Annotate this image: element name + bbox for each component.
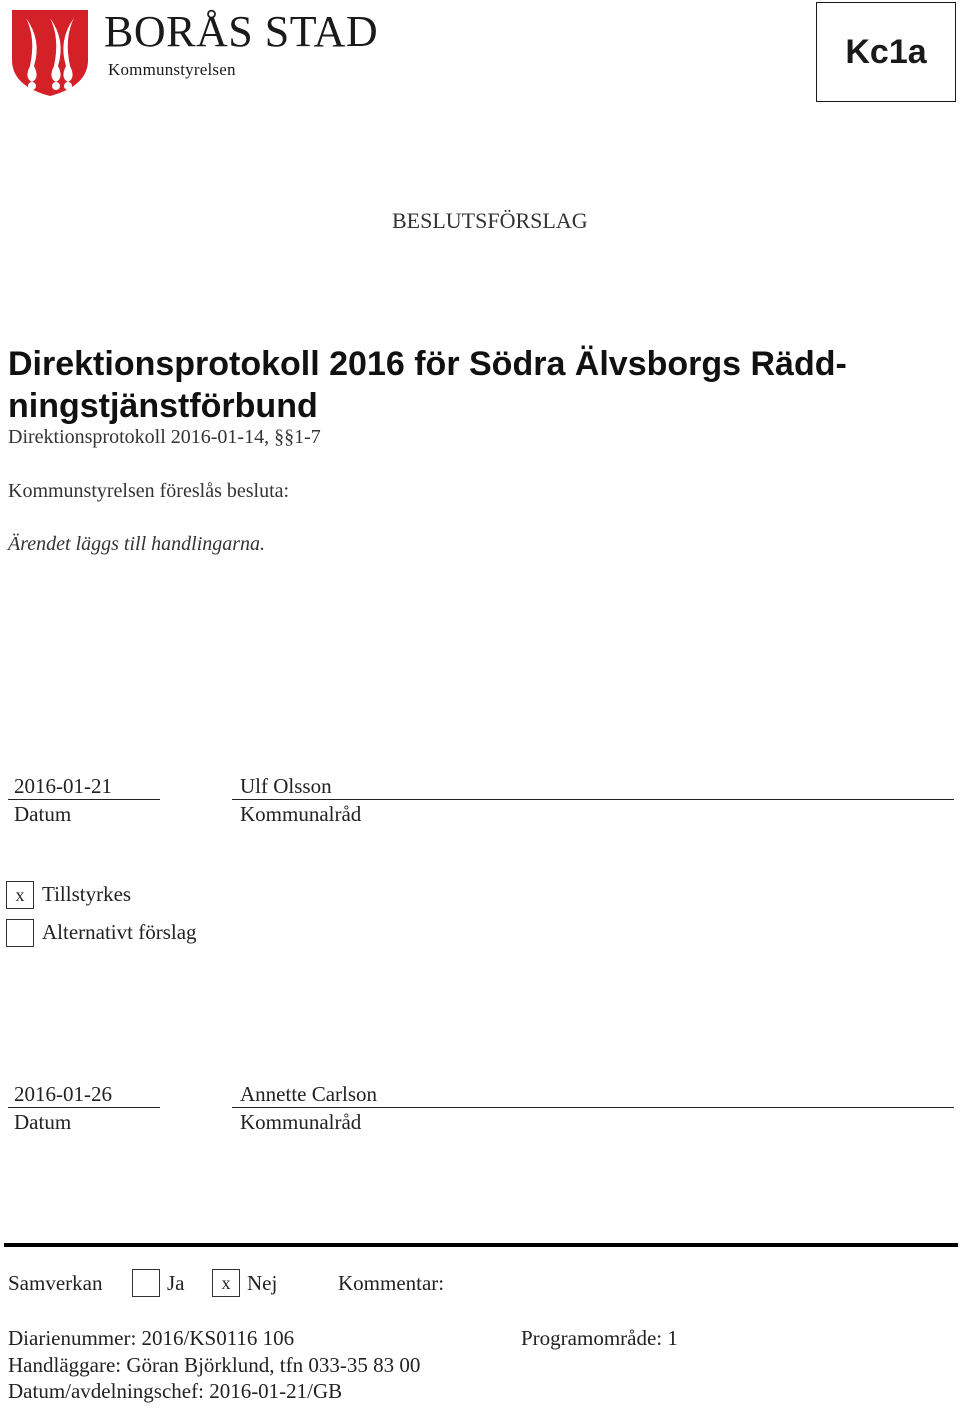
- title-line-2: ningstjänstförbund: [8, 387, 318, 425]
- option-alternativt-checkbox[interactable]: [6, 919, 34, 947]
- signature1-date: 2016-01-21: [14, 774, 112, 798]
- signature2-name: Annette Carlson: [240, 1082, 378, 1106]
- signature2-date-caption: Datum: [14, 1110, 72, 1134]
- document-type: BESLUTSFÖRSLAG: [392, 208, 588, 233]
- signature1-date-caption: Datum: [14, 802, 72, 826]
- signature1-role: Kommunalråd: [240, 802, 362, 826]
- diarienummer: Diarienummer: 2016/KS0116 106: [8, 1326, 295, 1350]
- samverkan-ja-checkbox[interactable]: [132, 1269, 160, 1297]
- signature2-name-line: [232, 1107, 954, 1108]
- option-tillstyrkes-label: Tillstyrkes: [42, 882, 132, 906]
- signature2-role: Kommunalråd: [240, 1110, 362, 1134]
- signature1-date-line: [8, 799, 160, 800]
- handlaggare: Handläggare: Göran Björklund, tfn 033-35 83 00: [8, 1353, 421, 1377]
- option-tillstyrkes-checkbox[interactable]: x: [6, 881, 34, 909]
- org-name: BORÅS STAD: [104, 7, 379, 56]
- protocol-reference: Direktionsprotokoll 2016-01-14, §§1-7: [8, 426, 321, 448]
- programomrade: Programområde: 1: [521, 1326, 678, 1350]
- datum-avdelningschef: Datum/avdelningschef: 2016-01-21/GB: [8, 1379, 343, 1403]
- title-line-1: Direktionsprotokoll 2016 för Södra Älvsborgs Rädd-: [8, 345, 847, 383]
- document-title: [8, 343, 928, 427]
- city-coat-of-arms-icon: [10, 8, 90, 98]
- signature1-name: Ulf Olsson: [240, 774, 332, 798]
- proposal-intro: Kommunstyrelsen föreslås besluta:: [8, 480, 290, 502]
- samverkan-nej-label: Nej: [247, 1271, 278, 1295]
- org-subtitle: Kommunstyrelsen: [108, 60, 236, 79]
- option-alternativt-label: Alternativt förslag: [42, 920, 197, 944]
- section-divider: [4, 1243, 958, 1247]
- signature2-date: 2016-01-26: [14, 1082, 112, 1106]
- signature2-date-line: [8, 1107, 160, 1108]
- samverkan-nej-checkbox[interactable]: x: [212, 1269, 240, 1297]
- samverkan-ja-label: Ja: [167, 1271, 185, 1295]
- document-id-box: Kc1a: [816, 2, 956, 102]
- proposal-text: Ärendet läggs till handlingarna.: [8, 533, 266, 555]
- signature1-name-line: [232, 799, 954, 800]
- samverkan-label: Samverkan: [8, 1271, 103, 1295]
- kommentar-label: Kommentar:: [338, 1271, 445, 1295]
